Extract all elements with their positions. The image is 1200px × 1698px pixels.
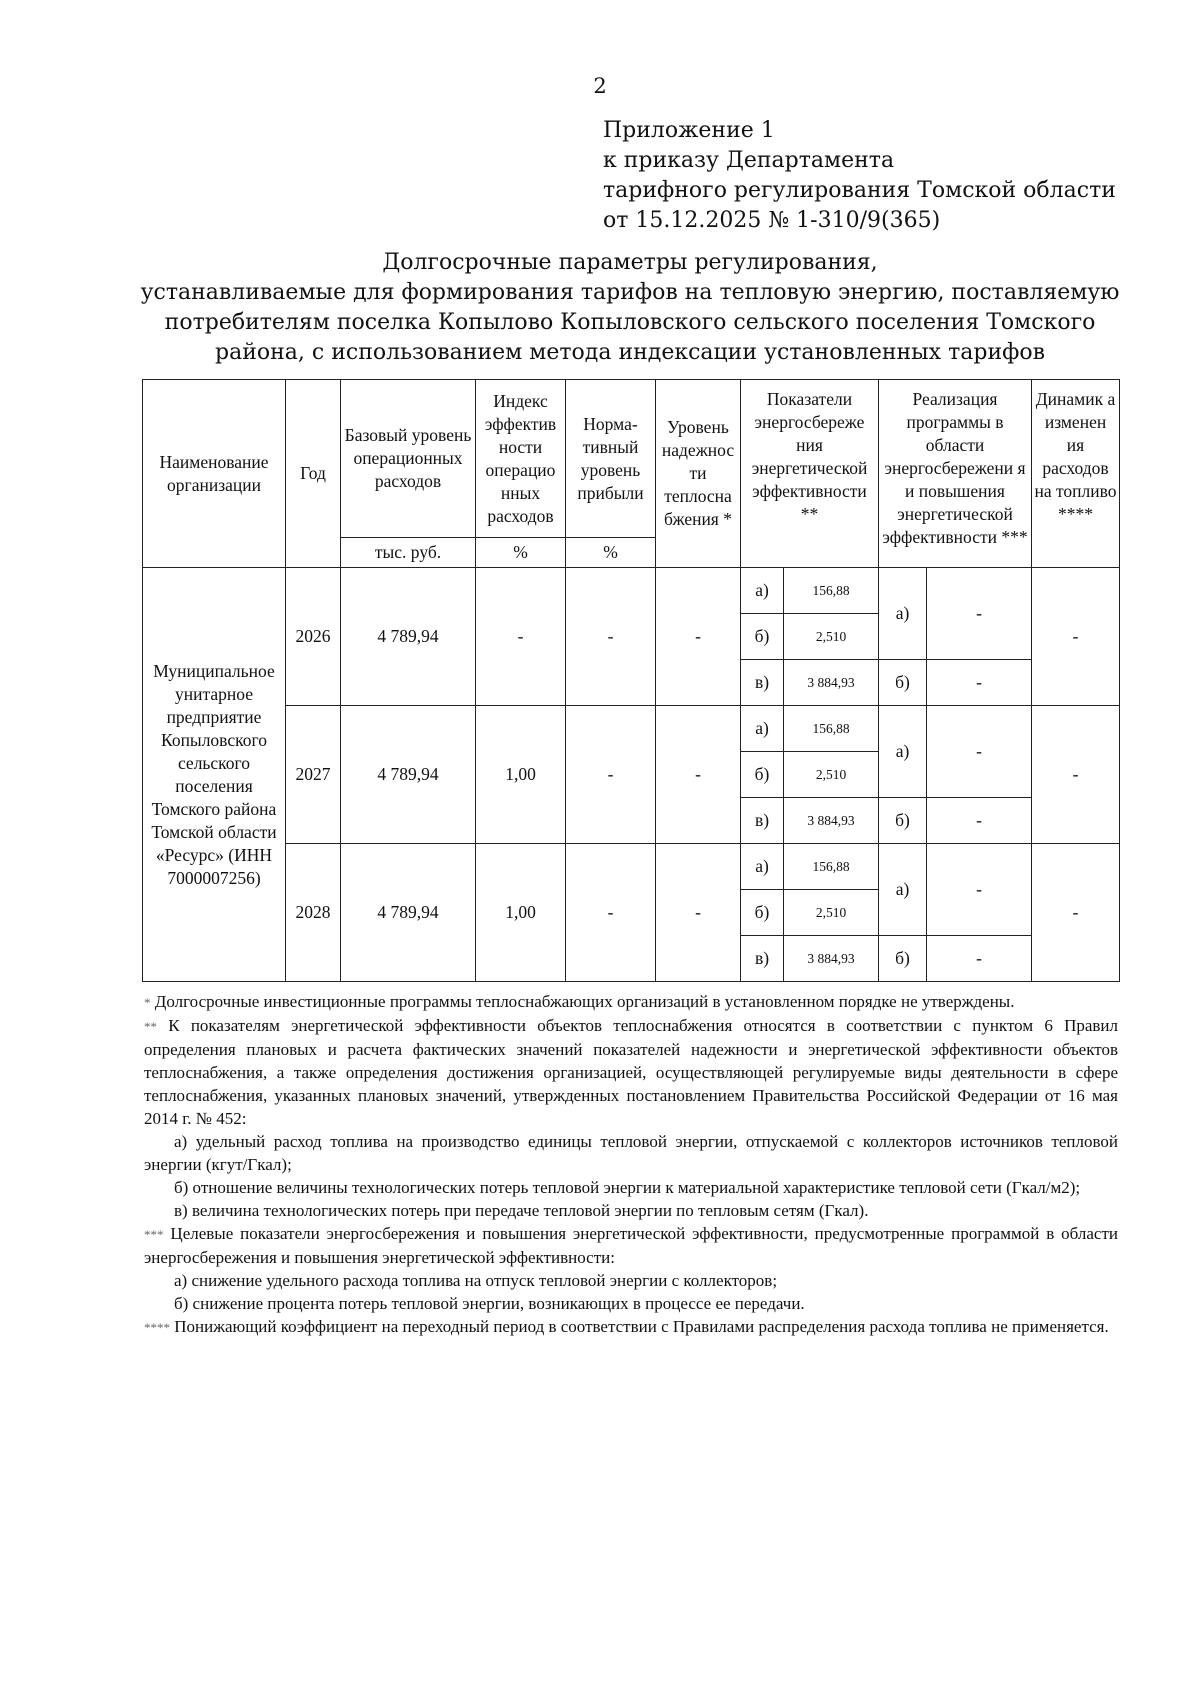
title-line-2: устанавливаемые для формирования тарифов на тепловую энергию, поставляемую xyxy=(140,280,1120,305)
program-value: - xyxy=(927,798,1032,844)
header-organization: Наименование организации xyxy=(143,380,286,568)
cell-year: 2028 xyxy=(286,844,341,982)
header-reliability: Уровень надежнос ти теплосна бжения * xyxy=(656,380,741,568)
cell-base-opex: 4 789,94 xyxy=(341,706,476,844)
program-value: - xyxy=(927,706,1032,798)
indicator-value: 3 884,93 xyxy=(784,660,879,706)
footnote-3-item-a: а) снижение удельного расхода топлива на отпуск тепловой энергии с коллекторов; xyxy=(174,1271,778,1290)
footnote-2-mark: ** xyxy=(144,1019,157,1034)
indicator-label: а) xyxy=(741,844,784,890)
cell-profit-level: - xyxy=(566,568,656,706)
cell-year: 2027 xyxy=(286,706,341,844)
title-line-4: района, с использованием метода индексации установленных тарифов xyxy=(215,340,1045,365)
footnote-3-text: Целевые показатели энергосбережения и повышения энергетической эффективности, предусмотренные программой в области энергосбережения и повышения энергетической эффективности: xyxy=(144,1224,1119,1267)
cell-efficiency-index: - xyxy=(476,568,566,706)
footnote-3 xyxy=(144,1222,1118,1269)
table-row xyxy=(143,568,1120,614)
indicator-label: в) xyxy=(741,660,784,706)
appendix-line-1: Приложение 1 xyxy=(603,118,775,143)
indicator-label: в) xyxy=(741,936,784,982)
indicator-value: 2,510 xyxy=(784,614,879,660)
appendix-line-3: тарифного регулирования Томской области xyxy=(603,178,1116,203)
indicator-label: б) xyxy=(741,752,784,798)
footnote-4-text: Понижающий коэффициент на переходный период в соответствии с Правилами распределения расхода топлива не применяется. xyxy=(174,1317,1109,1336)
header-fuel-dynamics: Динамик а изменен ия расходов на топливо **** xyxy=(1032,380,1120,568)
indicator-value: 2,510 xyxy=(784,890,879,936)
table-row xyxy=(143,706,1120,752)
cell-reliability: - xyxy=(656,844,741,982)
cell-reliability: - xyxy=(656,568,741,706)
footnote-1 xyxy=(144,990,1118,1014)
program-value: - xyxy=(927,844,1032,936)
footnote-2-text: К показателям энергетической эффективности объектов теплоснабжения относятся в соответствии с пунктом 6 Правил определения плановых и расчета фактических значений показателей надежности и энергетической эффективности объектов теплоснабжения, а также определения достижения организацией, осуществляющей регулируемые виды деятельности в сфере теплоснабжения, указанных плановых значений, утвержденных постановлением Правительства Российской Федерации от 16 мая 2014 г. № 452: xyxy=(144,1016,1119,1128)
unit-base-opex: тыс. руб. xyxy=(341,538,476,568)
cell-base-opex: 4 789,94 xyxy=(341,844,476,982)
cell-fuel-dynamics: - xyxy=(1032,844,1120,982)
program-label: а) xyxy=(879,706,927,798)
header-energy-program: Реализация программы в области энергосбережени я и повышения энергетической эффективности *** xyxy=(879,380,1032,568)
footnote-1-text: Долгосрочные инвестиционные программы теплоснабжающих организаций в установленном порядке не утверждены. xyxy=(154,992,1015,1011)
cell-efficiency-index: 1,00 xyxy=(476,844,566,982)
page-number: 2 xyxy=(593,74,607,98)
unit-efficiency-index: % xyxy=(476,538,566,568)
header-energy-indicators: Показатели энергосбереже ния энергетической эффективности ** xyxy=(741,380,879,568)
program-value: - xyxy=(927,660,1032,706)
indicator-value: 156,88 xyxy=(784,568,879,614)
organization-name: Муниципальное унитарное предприятие Копыловского сельского поселения Томского района Томской области «Ресурс» (ИНН 7000007256) xyxy=(143,568,286,982)
appendix-line-4: от 15.12.2025 № 1-310/9(365) xyxy=(603,208,941,233)
cell-base-opex: 4 789,94 xyxy=(341,568,476,706)
indicator-value: 2,510 xyxy=(784,752,879,798)
program-label: а) xyxy=(879,568,927,660)
footnote-2 xyxy=(144,1014,1118,1130)
footnote-4-mark: **** xyxy=(144,1320,170,1335)
indicator-value: 3 884,93 xyxy=(784,936,879,982)
cell-efficiency-index: 1,00 xyxy=(476,706,566,844)
indicator-label: а) xyxy=(741,706,784,752)
cell-fuel-dynamics: - xyxy=(1032,568,1120,706)
footnote-2-item-a: а) удельный расход топлива на производство единицы тепловой энергии, отпускаемой с коллекторов источников тепловой энергии (кгут/Гкал); xyxy=(144,1132,1118,1174)
appendix-block xyxy=(603,116,1116,236)
program-value: - xyxy=(927,936,1032,982)
indicator-label: б) xyxy=(741,890,784,936)
appendix-line-2: к приказу Департамента xyxy=(603,148,895,173)
program-label: б) xyxy=(879,936,927,982)
footnote-1-mark: * xyxy=(144,995,151,1010)
program-label: б) xyxy=(879,798,927,844)
header-year: Год xyxy=(286,380,341,568)
cell-fuel-dynamics: - xyxy=(1032,706,1120,844)
title-line-3: потребителям поселка Копылово Копыловского сельского поселения Томского xyxy=(164,310,1096,335)
indicator-value: 3 884,93 xyxy=(784,798,879,844)
footnote-2-item-b: б) отношение величины технологических потерь тепловой энергии к материальной характеристике тепловой сети (Гкал/м2); xyxy=(174,1178,1081,1197)
indicator-label: а) xyxy=(741,568,784,614)
footnote-4 xyxy=(144,1315,1118,1339)
header-efficiency-index: Индекс эффектив ности операцио нных расходов xyxy=(476,380,566,538)
header-base-opex: Базовый уровень операционных расходов xyxy=(341,380,476,538)
footnote-2-item-c: в) величина технологических потерь при передаче тепловой энергии по тепловым сетям (Гкал). xyxy=(174,1201,869,1220)
title-line-1: Долгосрочные параметры регулирования, xyxy=(382,250,878,275)
program-value: - xyxy=(927,568,1032,660)
program-label: б) xyxy=(879,660,927,706)
table-row xyxy=(143,844,1120,890)
unit-profit-level: % xyxy=(566,538,656,568)
indicator-label: в) xyxy=(741,798,784,844)
indicator-value: 156,88 xyxy=(784,706,879,752)
footnote-3-mark: *** xyxy=(144,1227,164,1242)
header-profit-level: Норма- тивный уровень прибыли xyxy=(566,380,656,538)
indicator-label: б) xyxy=(741,614,784,660)
parameters-table xyxy=(142,379,1120,982)
cell-reliability: - xyxy=(656,706,741,844)
footnotes xyxy=(144,990,1118,1339)
document-title xyxy=(130,248,1130,368)
indicator-value: 156,88 xyxy=(784,844,879,890)
program-label: а) xyxy=(879,844,927,936)
cell-profit-level: - xyxy=(566,844,656,982)
footnote-3-item-b: б) снижение процента потерь тепловой энергии, возникающих в процессе ее передачи. xyxy=(174,1294,805,1313)
cell-profit-level: - xyxy=(566,706,656,844)
cell-year: 2026 xyxy=(286,568,341,706)
